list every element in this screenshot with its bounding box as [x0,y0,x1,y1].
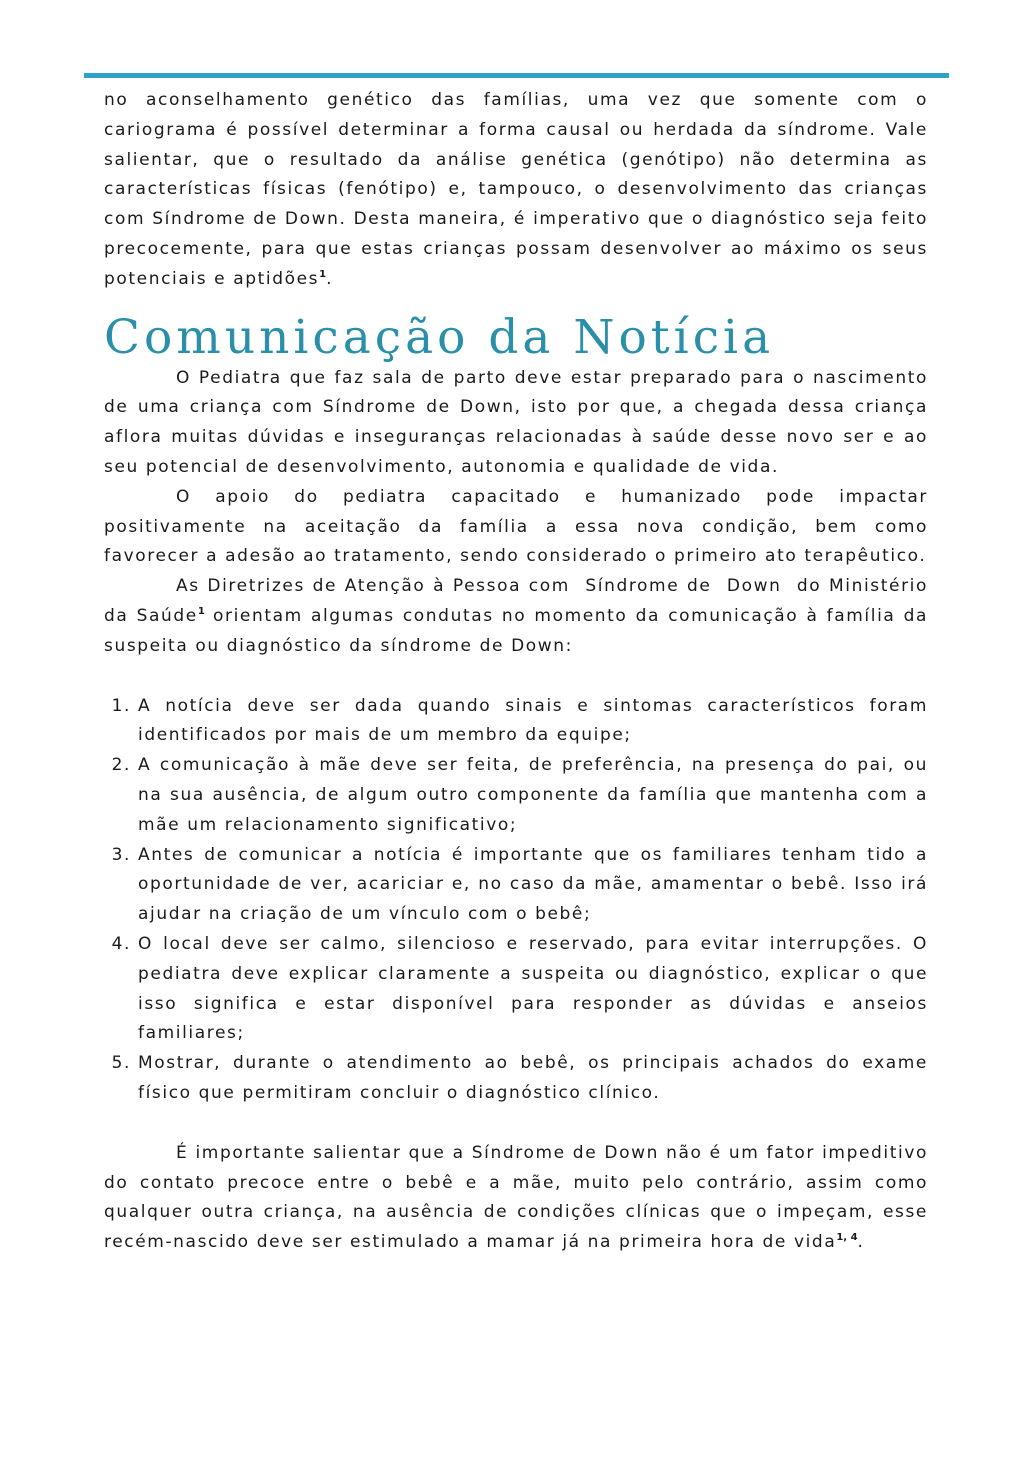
diretrizes-text-before: As Diretrizes de Atenção à Pessoa com Síndrome de Down do Ministério da Saúde [104,576,936,626]
closing-paragraph [104,1139,928,1258]
intro-end: . [326,268,334,289]
list-item: 2. A comunicação à mãe deve ser feita, de preferência, na presença do pai, ou na sua ausência, de algum outro componente da família que mantenha com a mãe um relacionamento significativo; [138,751,928,840]
section-title: Comunicação da Notícia [104,309,775,365]
paragraph-apoio: O apoio do pediatra capacitado e humanizado pode impactar positivamente na aceitação da família a essa nova condição, bem como favorecer a adesão ao tratamento, sendo considerado o primeiro ato terapêutico. [104,486,928,567]
paragraph-pediatra: O Pediatra que faz sala de parto deve estar preparado para o nascimento de uma criança com Síndrome de Down, isto por que, a chegada dessa criança aflora muitas dúvidas e inseguranças relacionadas à saúde desse novo ser e ao seu potencial de desenvolvimento, autonomia e qualidade de vida. [104,367,928,477]
closing-end: . [857,1232,865,1253]
header-divider-bar [84,73,949,78]
footnote-ref: 1, 4 [836,1232,858,1244]
list-item: 4. O local deve ser calmo, silencioso e reservado, para evitar interrupções. O pediatra deve explicar claramente a suspeita ou diagnóstico, explicar o que isso significa e estar disponível para responder as dúvidas e anseios familiares; [138,930,928,1049]
diretrizes-text-after: orientam algumas condutas no momento da comunicação à família da suspeita ou diagnóstico da síndrome de Down: [104,605,928,656]
footnote-ref: 1 [197,605,205,617]
list-item: 1. A notícia deve ser dada quando sinais e sintomas característicos foram identificados por mais de um membro da equipe; [138,692,928,752]
intro-paragraph [104,86,928,295]
intro-text: no aconselhamento genético das famílias, uma vez que somente com o cariograma é possível determinar a forma causal ou herdada da síndrome. Vale salientar, que o resultado da análise genética (genótipo) não determina as características físicas (fenótipo) e, tampouco, o desenvolvimento das crianças com Síndrome de Down. Desta maneira, é imperativo que o diagnóstico seja feito precocemente, para que estas crianças possam desenvolver ao máximo os seus potenciais e aptidões [104,90,928,289]
closing-text: É importante salientar que a Síndrome de Down não é um fator impeditivo do contato precoce entre o bebê e a mãe, muito pelo contrário, assim como qualquer outra criança, na ausência de condições clínicas que o impeçam, esse recém-nascido deve ser estimulado a mamar já na primeira hora de vida [104,1142,928,1253]
document-body [104,86,936,1258]
paragraph-diretrizes [104,572,936,661]
list-item: 5. Mostrar, durante o atendimento ao bebê, os principais achados do exame físico que permitiram concluir o diagnóstico clínico. [138,1049,928,1109]
guidelines-list [104,692,928,1109]
list-item: 3. Antes de comunicar a notícia é importante que os familiares tenham tido a oportunidade de ver, acariciar e, no caso da mãe, amamentar o bebê. Isso irá ajudar na criação de um vínculo com o bebê; [138,841,928,930]
footnote-ref: 1 [319,268,327,280]
